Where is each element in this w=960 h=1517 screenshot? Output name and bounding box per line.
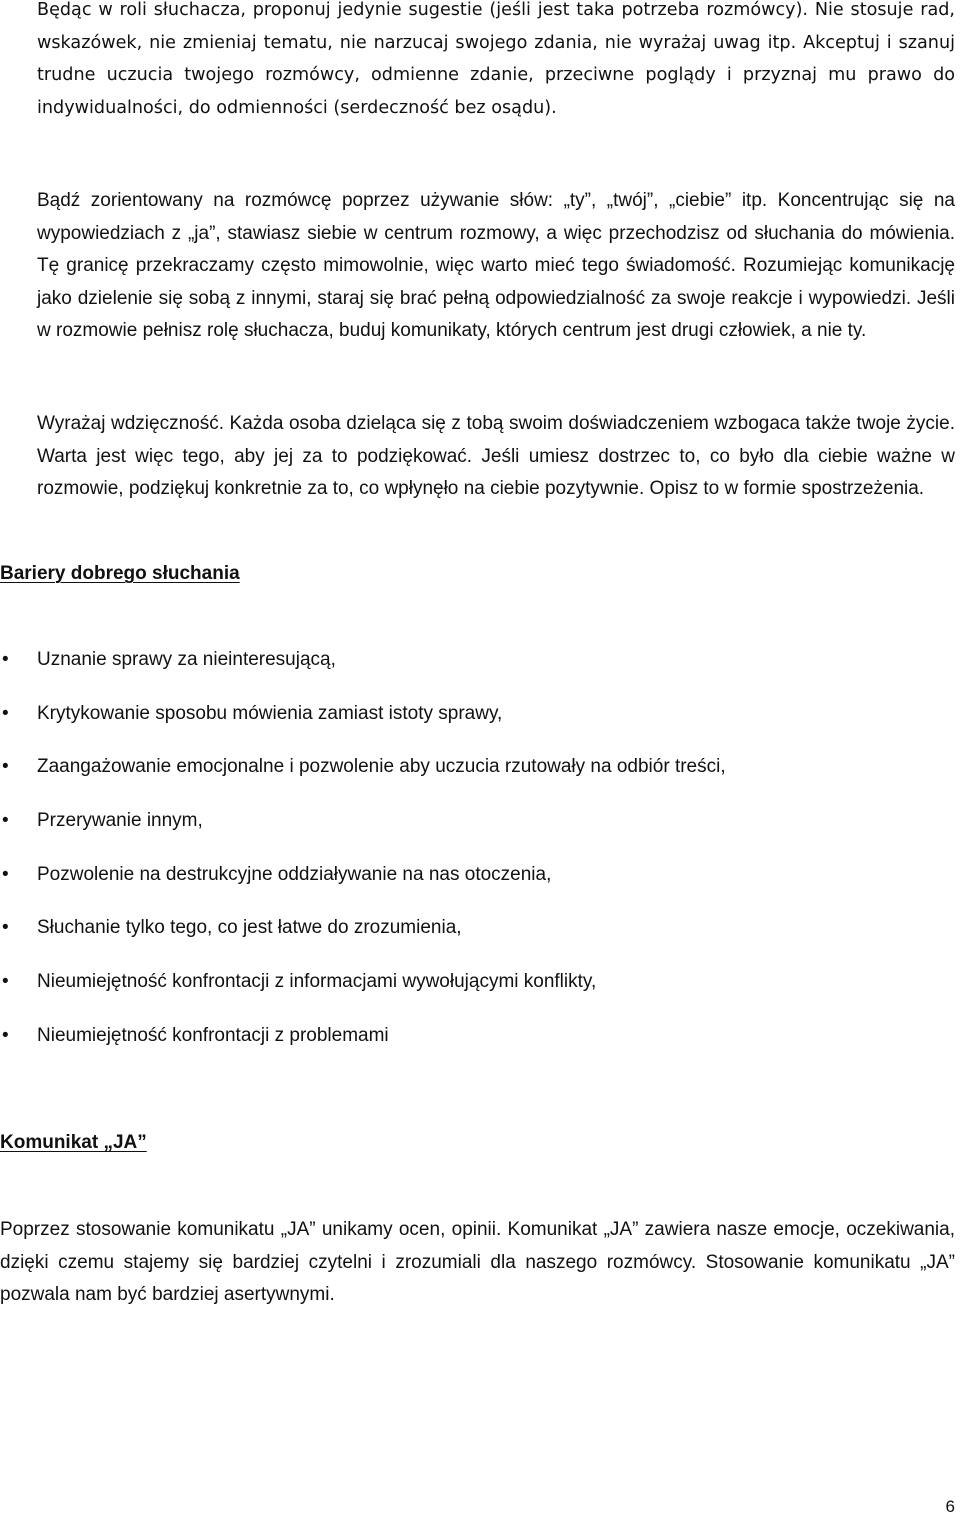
- list-item-text: Uznanie sprawy za nieinteresującą,: [37, 649, 336, 670]
- page-number: 6: [945, 1497, 955, 1516]
- bullet-icon: •: [2, 702, 9, 724]
- list-item-text: Pozwolenie na destrukcyjne oddziaływanie na nas otoczenia,: [37, 863, 552, 885]
- bullet-icon: •: [2, 917, 9, 939]
- bullet-icon: •: [2, 1024, 9, 1046]
- bullet-icon: •: [2, 971, 9, 993]
- item-9-number: [0, 185, 37, 218]
- item-10: [0, 408, 955, 506]
- item-9-text: Bądź zorientowany na rozmówcę poprzez używanie słów: „ty”, „twój”, „ciebie” itp. Koncentrując się na wypowiedziach z „ja”, stawiasz siebie w centrum rozmowy, a więc przechodzisz od słuchania do mówienia. Tę granicę przekraczamy często mimowolnie, więc warto mieć tego świadomość. Rozumiejąc komunikację jako dzielenie się sobą z innymi, staraj się brać pełną odpowiedzialność za swoje reakcje i wypowiedzi. Jeśli w rozmowie pełnisz rolę słuchacza, buduj komunikaty, których centrum jest drugi człowiek, a nie ty.: [37, 190, 955, 341]
- item-9: [0, 185, 955, 348]
- ja-paragraph: Poprzez stosowanie komunikatu „JA” unikamy ocen, opinii. Komunikat „JA” zawiera nasze emocje, oczekiwania, dzięki czemu stajemy się bardziej czytelni i zrozumiali dla naszego rozmówcy. Stosowanie komunikatu „JA” pozwala nam być bardziej asertywnymi.: [0, 1219, 955, 1305]
- bullet-icon: •: [2, 756, 9, 778]
- list-item-text: Nieumiejętność konfrontacji z informacjami wywołującymi konflikty,: [37, 971, 597, 993]
- intro-paragraph: Będąc w roli słuchacza, proponuj jedynie sugestie (jeśli jest taka potrzeba rozmówcy). Nie stosuje rad, wskazówek, nie zmieniaj tematu, nie narzucaj swojego zdania, nie wyrażaj uwag itp. Akceptuj i szanuj trudne uczucia twojego rozmówcy, odmienne zdanie, przeciwne poglądy i przyznaj mu prawo do indywidualności, do odmienności (serdeczność bez osądu).: [37, 0, 955, 118]
- list-item-text: Przerywanie innym,: [37, 810, 203, 832]
- list-item: [0, 913, 940, 967]
- barriers-heading: Bariery dobrego słuchania: [0, 563, 240, 584]
- bullet-icon: •: [2, 649, 9, 670]
- list-item: [0, 699, 940, 753]
- list-item-text: Krytykowanie sposobu mówienia zamiast istoty sprawy,: [37, 702, 503, 724]
- ja-heading: Komunikat „JA”: [0, 1132, 147, 1153]
- item-10-text: Wyrażaj wdzięczność. Każda osoba dzieląca się z tobą swoim doświadczeniem wzbogaca także twoje życie. Warta jest więc tego, aby jej za to podziękować. Jeśli umiesz dostrzec to, co było dla ciebie ważne w rozmowie, podziękuj konkretnie za to, co wpłynęło na ciebie pozytywnie. Opisz to w formie spostrzeżenia.: [37, 413, 955, 499]
- item-10-number: [0, 408, 37, 441]
- list-item: [0, 860, 940, 914]
- list-item: [0, 967, 940, 1021]
- list-item: [0, 645, 940, 699]
- bullet-icon: •: [2, 810, 9, 832]
- list-item: [0, 806, 940, 860]
- bullet-icon: •: [2, 863, 9, 885]
- list-item-text: Nieumiejętność konfrontacji z problemami: [37, 1024, 389, 1046]
- list-item-text: Słuchanie tylko tego, co jest łatwe do zrozumienia,: [37, 917, 462, 939]
- barriers-list: [0, 645, 940, 1075]
- list-item: [0, 1021, 940, 1075]
- list-item-text: Zaangażowanie emocjonalne i pozwolenie aby uczucia rzutowały na odbiór treści,: [37, 756, 726, 778]
- list-item: [0, 752, 940, 806]
